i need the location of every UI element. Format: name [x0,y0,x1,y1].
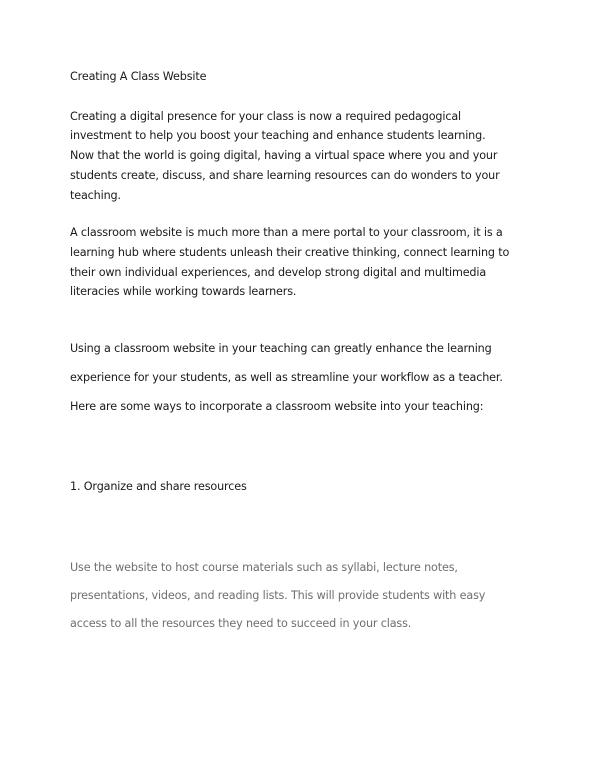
paragraph-1-line-5: teaching. [70,189,121,202]
paragraph-1-line-2: investment to help you boost your teaching and enhance students learning. [70,129,486,142]
section-1-body-line-1: Use the website to host course materials such as syllabi, lecture notes, [70,561,458,574]
paragraph-2-line-3: their own individual experiences, and develop strong digital and multimedia [70,266,487,279]
section-1-heading: 1. Organize and share resources [70,480,247,493]
paragraph-3-line-1: Using a classroom website in your teaching can greatly enhance the learning [70,342,492,355]
paragraph-3-line-2: experience for your students, as well as streamline your workflow as a teacher. [70,371,503,384]
paragraph-1-line-3: Now that the world is going digital, having a virtual space where you and your [70,149,498,162]
paragraph-2-line-2: learning hub where students unleash their creative thinking, connect learning to [70,246,510,259]
paragraph-1-line-1: Creating a digital presence for your class is now a required pedagogical [70,110,461,123]
paragraph-2-line-4: literacies while working towards learners. [70,285,297,298]
section-1-body-line-3: access to all the resources they need to succeed in your class. [70,617,412,630]
paragraph-1-line-4: students create, discuss, and share learning resources can do wonders to your [70,169,500,182]
section-1-body-line-2: presentations, videos, and reading lists. This will provide students with easy [70,589,486,602]
paragraph-3-line-3: Here are some ways to incorporate a classroom website into your teaching: [70,400,484,413]
paragraph-2-line-1: A classroom website is much more than a mere portal to your classroom, it is a [70,226,503,239]
document-title: Creating A Class Website [70,70,207,83]
